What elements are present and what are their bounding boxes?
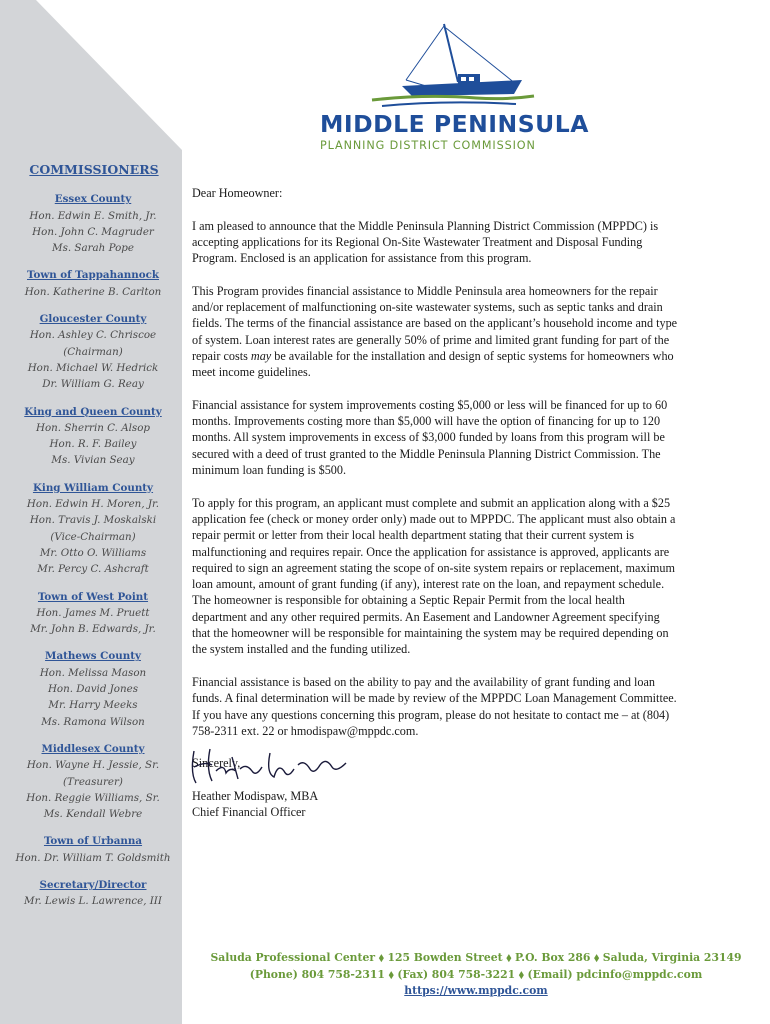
website-link[interactable]: https://www.mppdc.com	[404, 984, 548, 997]
commissioner-name: Hon. James M. Pruett	[36, 606, 150, 619]
county-urbanna	[0, 833, 186, 866]
closing: Sincerely,	[192, 756, 241, 771]
commissioners-heading: COMMISSIONERS	[29, 162, 159, 177]
commissioner-name: Mr. Percy C. Ashcraft	[37, 563, 149, 576]
letterhead-footer	[182, 950, 770, 1000]
commissioner-role: (Vice-Chairman)	[50, 530, 136, 543]
county-name: Mathews County	[45, 650, 141, 663]
paragraph-apply: To apply for this program, an applicant must complete and submit an application along with a $25 application fee (check or money order only) made out to MPPDC. The applicant must also obtain a repair permit or letter from their local health department stating that their current system is malfunctioning and requires repair. Once the application for assistance is approved, applicants are required to sign an agreement stating the scope of on-site system repairs or replacement, maximum loan amount, amount of grant funding (if any), interest rate on the loan, and repayment schedule. The homeowner is responsible for obtaining a Septic Repair Permit from the local health department and any other required permits. An Easement and Landowner Agreement specifying that the homeowner will be responsible for maintaining the system may be required depending on the system installed and the funding utilized.	[192, 495, 676, 657]
commissioner-name: Hon. David Jones	[47, 683, 139, 696]
commissioner-name: Hon. Michael W. Hedrick	[27, 361, 159, 374]
county-king-and-queen	[0, 404, 186, 469]
commissioners-sidebar	[0, 162, 186, 921]
commissioner-name: Hon. Melissa Mason	[39, 666, 147, 679]
commissioner-name: Mr. John B. Edwards, Jr.	[30, 623, 156, 636]
paragraph-text: be available for the installation and design of septic systems for homeowners who meet income guidelines.	[192, 348, 674, 380]
county-king-william	[0, 480, 186, 578]
mppdc-logo	[318, 22, 589, 152]
commissioner-name: Hon. Edwin H. Moren, Jr.	[26, 498, 160, 511]
commissioner-name: Ms. Vivian Seay	[51, 454, 135, 467]
footer-address: Saluda Professional Center ⬧ 125 Bowden Street ⬧ P.O. Box 286 ⬧ Saluda, Virginia 23149	[210, 951, 742, 964]
commissioner-name: Hon. Ashley C. Chriscoe	[29, 329, 157, 342]
commissioner-role: (Treasurer)	[63, 775, 123, 788]
county-name: Town of Tappahannock	[27, 269, 159, 282]
county-name: King and Queen County	[24, 405, 162, 418]
commissioner-name: Ms. Kendall Webre	[43, 808, 143, 821]
commissioner-name: Hon. Reggie Williams, Sr.	[26, 791, 160, 804]
county-name: Town of Urbanna	[43, 835, 143, 848]
county-name: Essex County	[54, 193, 132, 206]
county-name: King William County	[32, 481, 154, 494]
commissioner-name: Hon. Edwin E. Smith, Jr.	[29, 209, 157, 222]
commissioner-name: Hon. R. F. Bailey	[49, 438, 137, 451]
commissioner-name: Ms. Sarah Pope	[52, 242, 134, 255]
paragraph-text: This Program provides financial assistance to Middle Peninsula area homeowners for the repair and/or replacement of malfunctioning on-site wastewater systems, such as septic tanks and drain fields. The terms of the financial assistance are based on the applicant’s household income and type of system. Loan interest rates are generally 50% of prime and limited grant funding for part of the repair costs	[192, 283, 678, 363]
commissioner-name: Hon. Wayne H. Jessie, Sr.	[26, 759, 160, 772]
emphasis-may: may	[250, 348, 272, 363]
county-essex	[0, 191, 186, 256]
boat-logo-icon	[366, 22, 536, 114]
letter-body	[192, 185, 678, 820]
paragraph-intro: I am pleased to announce that the Middle Peninsula Planning District Commission (MPPDC) is accepting applications for its Regional On-Site Wastewater Treatment and Disposal Funding Program. Enclosed is an application for assistance from this program.	[192, 218, 659, 266]
commissioner-name: Hon. John C. Magruder	[32, 225, 154, 238]
signature-block	[192, 755, 678, 820]
commissioner-name: Hon. Dr. William T. Goldsmith	[15, 851, 171, 864]
footer-contact: (Phone) 804 758-2311 ⬧ (Fax) 804 758-3221 ⬧ (Email) pdcinfo@mppdc.com	[249, 967, 703, 981]
salutation: Dear Homeowner:	[192, 186, 283, 200]
county-mathews	[0, 648, 186, 729]
county-middlesex	[0, 741, 186, 822]
commissioner-name: Mr. Otto O. Williams	[39, 546, 147, 559]
commissioner-name: Mr. Harry Meeks	[48, 699, 138, 712]
county-name: Middlesex County	[41, 742, 145, 755]
handwritten-signature	[186, 743, 356, 789]
paragraph-program	[192, 283, 678, 381]
signer-title: Chief Financial Officer	[192, 804, 306, 819]
logo-title: MIDDLE PENINSULA	[320, 110, 589, 138]
county-west-point	[0, 589, 186, 638]
commissioner-role: (Chairman)	[63, 345, 123, 358]
county-tappahannock	[0, 267, 186, 300]
commissioner-name: Dr. William G. Reay	[42, 378, 144, 391]
commissioner-name: Hon. Travis J. Moskalski	[29, 514, 157, 527]
paragraph-financing: Financial assistance for system improvements costing $5,000 or less will be financed for up to 60 months. Improvements costing more than $5,000 will have the option of financing for up to 120 months. All system improvements in excess of $3,000 funded by loans from this program will be secured with a deed of trust granted to the Middle Peninsula Planning District Commission. The minimum loan funding is $500.	[192, 397, 668, 478]
secretary-director	[0, 877, 186, 910]
commissioner-name: Hon. Sherrin C. Alsop	[35, 421, 151, 434]
county-name: Town of West Point	[37, 590, 149, 603]
county-gloucester	[0, 311, 186, 392]
logo-subtitle: PLANNING DISTRICT COMMISSION	[320, 139, 536, 152]
commissioner-name: Hon. Katherine B. Carlton	[24, 285, 162, 298]
role-heading: Secretary/Director	[39, 878, 147, 891]
county-name: Gloucester County	[39, 313, 147, 326]
commissioner-name: Ms. Ramona Wilson	[41, 715, 145, 728]
paragraph-contact: Financial assistance is based on the ability to pay and the availability of grant funding and loan funds. A final determination will be made by review of the MPPDC Loan Management Committee. If you have any questions concerning this program, please do not hesitate to contact me – at (804) 758-2311 ext. 22 or hmodispaw@mppdc.com.	[192, 674, 677, 738]
commissioner-name: Mr. Lewis L. Lawrence, III	[24, 895, 162, 908]
signer-name: Heather Modispaw, MBA	[192, 788, 319, 803]
